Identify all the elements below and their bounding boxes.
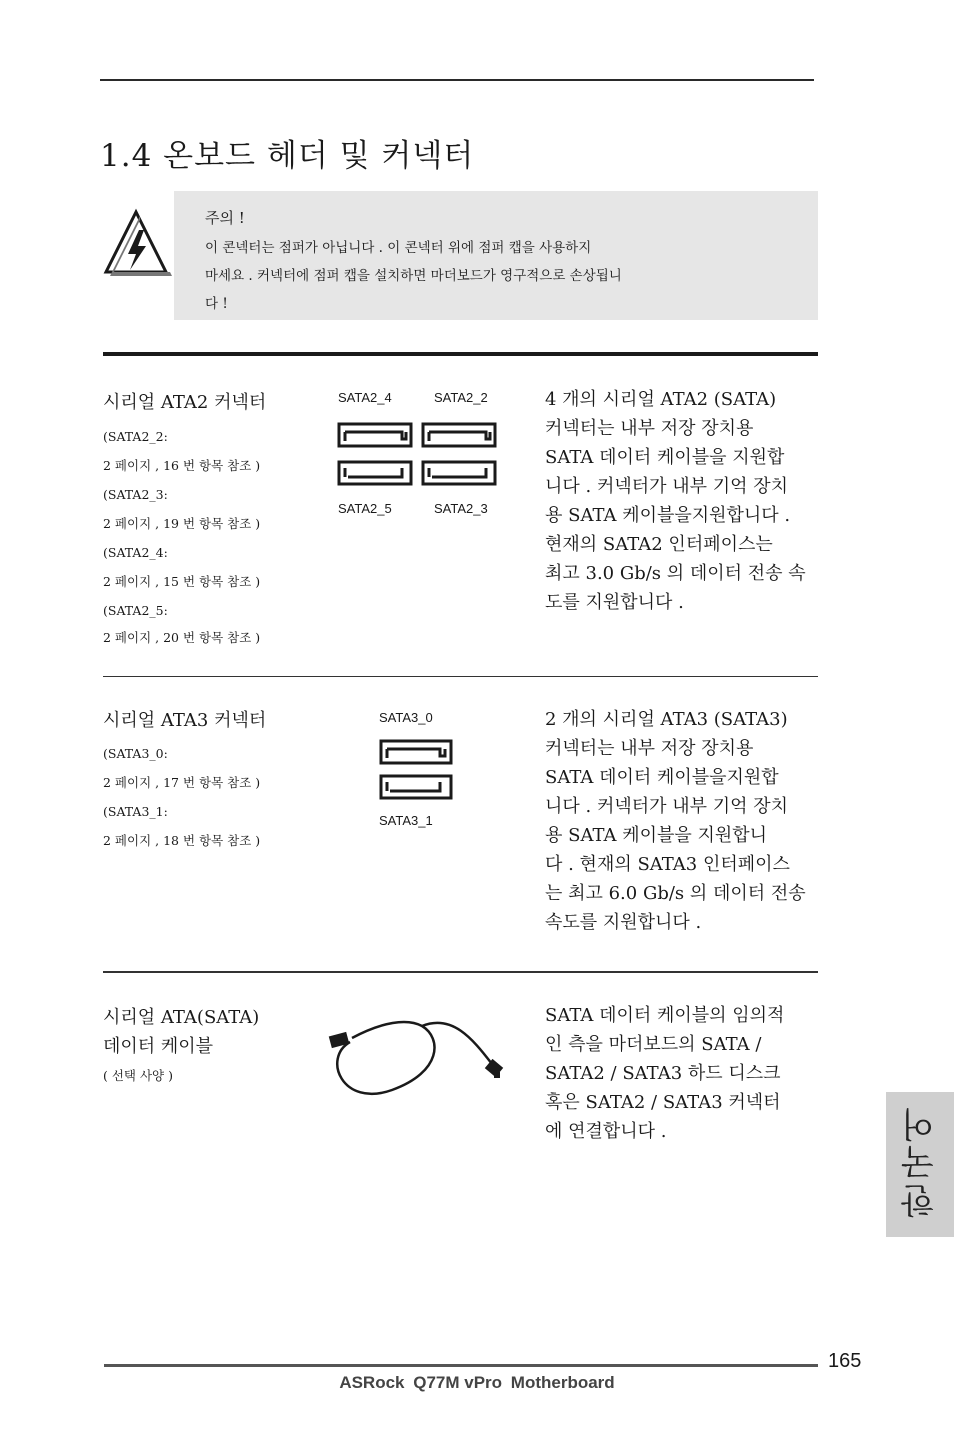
desc-line: 혹은 SATA2 / SATA3 커넥터 xyxy=(545,1092,781,1113)
cable-heading-line2: 데이터 케이블 xyxy=(103,1036,214,1057)
caution-line: 마세요 . 커넥터에 점퍼 캡을 설치하면 마더보드가 영구적으로 손상됩니 xyxy=(205,268,622,284)
desc-line: 는 최고 6.0 Gb/s 의 데이터 전송 xyxy=(545,883,806,904)
sata3-1-label: SATA3_1 xyxy=(379,813,433,828)
sata2-4-label: SATA2_4 xyxy=(338,390,392,405)
desc-line: 용 SATA 케이블을 지원합니 xyxy=(545,825,768,846)
page-number: 165 xyxy=(828,1350,862,1372)
desc-line: 현재의 SATA2 인터페이스는 xyxy=(545,534,773,555)
footer-text xyxy=(0,1373,954,1393)
desc-line: 최고 3.0 Gb/s 의 데이터 전송 속 xyxy=(545,563,806,584)
sata2-5-label: SATA2_5 xyxy=(338,501,392,516)
sata2-heading: 시리얼 ATA2 커넥터 xyxy=(103,392,267,413)
ref-line: 2 페이지 , 15 번 항목 참조 ) xyxy=(103,574,261,589)
sata2-connectors-diagram xyxy=(336,420,500,492)
warning-lightning-icon xyxy=(100,208,176,280)
desc-line: 속도를 지원합니다 . xyxy=(545,912,702,933)
ref-line: 2 페이지 , 16 번 항목 참조 ) xyxy=(103,458,261,473)
section-divider xyxy=(103,971,818,973)
ref-line: 2 페이지 , 18 번 항목 참조 ) xyxy=(103,833,261,848)
cable-note: ( 선택 사양 ) xyxy=(103,1068,173,1083)
cable-description xyxy=(545,1001,817,1146)
desc-line: 니다 . 커넥터가 내부 기억 장치 xyxy=(545,476,788,497)
ref-line: (SATA2_2: xyxy=(103,429,168,444)
desc-line: 도를 지원합니다 . xyxy=(545,592,684,613)
desc-line: 에 연결합니다 . xyxy=(545,1121,667,1142)
sata-cable-illustration xyxy=(322,1018,512,1100)
ref-line: (SATA3_0: xyxy=(103,746,168,761)
caution-line: 다 ! xyxy=(205,296,228,312)
desc-line: 4 개의 시리얼 ATA2 (SATA) xyxy=(545,389,777,410)
footer-brand: ASRock xyxy=(339,1373,405,1392)
top-rule xyxy=(100,79,814,81)
desc-line: SATA2 / SATA3 하드 디스크 xyxy=(545,1063,781,1084)
caution-line: 이 콘넥터는 점퍼가 아닙니다 . 이 콘넥터 위에 점퍼 캡을 사용하지 xyxy=(205,240,592,256)
desc-line: SATA 데이터 케이블의 임의적 xyxy=(545,1005,785,1026)
desc-line: 커넥터는 내부 저장 장치용 xyxy=(545,418,754,439)
sata3-refs xyxy=(103,739,260,855)
desc-line: 2 개의 시리얼 ATA3 (SATA3) xyxy=(545,709,788,730)
ref-line: 2 페이지 , 17 번 항목 참조 ) xyxy=(103,775,261,790)
desc-line: 용 SATA 케이블을지원합니다 . xyxy=(545,505,791,526)
language-tab-label: 한국어 xyxy=(901,1104,941,1218)
desc-line: SATA 데이터 케이블을 지원합 xyxy=(545,447,785,468)
sata2-description xyxy=(545,385,817,617)
footer-rule xyxy=(104,1364,818,1367)
footer-product: Motherboard xyxy=(510,1373,615,1392)
sata3-description xyxy=(545,705,817,937)
ref-line: (SATA2_3: xyxy=(103,487,168,502)
ref-line: 2 페이지 , 19 번 항목 참조 ) xyxy=(103,516,261,531)
sata3-connectors-diagram xyxy=(378,738,456,802)
desc-line: SATA 데이터 케이블을지원합 xyxy=(545,767,779,788)
section-divider xyxy=(103,676,818,677)
footer-model: Q77M vPro xyxy=(413,1373,503,1392)
caution-text xyxy=(205,234,750,318)
section-divider-thick xyxy=(103,352,818,356)
sata3-0-label: SATA3_0 xyxy=(379,710,433,725)
cable-heading-line1: 시리얼 ATA(SATA) xyxy=(103,1007,260,1028)
ref-line: (SATA2_4: xyxy=(103,545,168,560)
desc-line: 니다 . 커넥터가 내부 기억 장치 xyxy=(545,796,788,817)
sata3-heading: 시리얼 ATA3 커넥터 xyxy=(103,710,267,731)
ref-line: (SATA3_1: xyxy=(103,804,168,819)
desc-line: 인 측을 마더보드의 SATA / xyxy=(545,1034,762,1055)
ref-line: 2 페이지 , 20 번 항목 참조 ) xyxy=(103,630,261,645)
sata2-2-label: SATA2_2 xyxy=(434,390,488,405)
desc-line: 다 . 현재의 SATA3 인터페이스 xyxy=(545,854,790,875)
sata2-3-label: SATA2_3 xyxy=(434,501,488,516)
section-title: 1.4 온보드 헤더 및 커넥터 xyxy=(100,138,475,174)
sata2-refs xyxy=(103,422,260,652)
desc-line: 커넥터는 내부 저장 장치용 xyxy=(545,738,754,759)
ref-line: (SATA2_5: xyxy=(103,603,168,618)
caution-heading: 주의 ! xyxy=(205,209,245,227)
